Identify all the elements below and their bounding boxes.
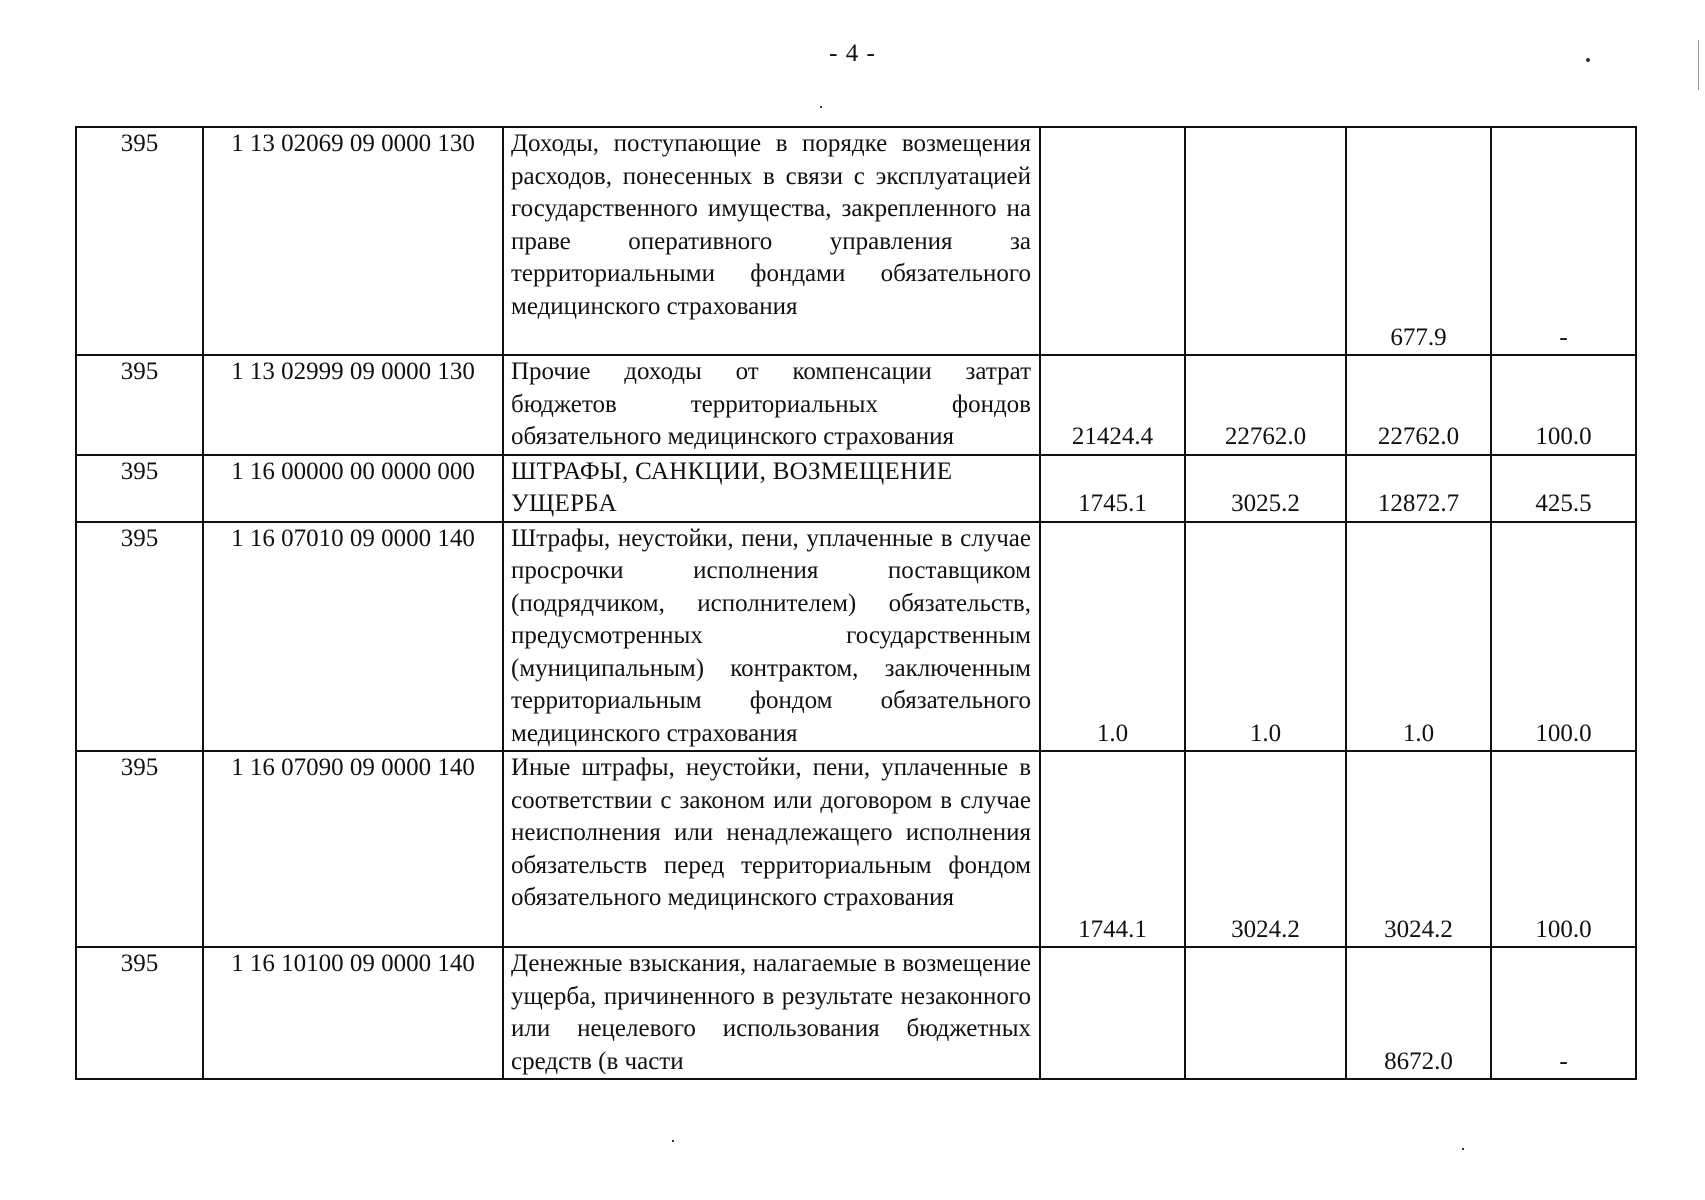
value-cell-2: 3024.2 <box>1185 751 1346 947</box>
value-cell-4: 425.5 <box>1491 455 1636 522</box>
income-name-cell: Штрафы, неустойки, пени, уплаченные в случае просрочки исполнения поставщиком (подрядчиком, исполнителем) обязательств, предусмотренных государственным (муниципальным) контрактом, заключенным территориальным фондом обязательного медицинского страхования <box>503 522 1040 752</box>
admin-code-cell: 395 <box>76 947 203 1079</box>
income-name-cell: Иные штрафы, неустойки, пени, уплаченные в соответствии с законом или договором в случае неисполнения или ненадлежащего исполнения обязательств перед территориальным фондом обязательного медицинского страхования <box>503 751 1040 947</box>
table-row <box>76 455 1636 522</box>
budget-code-cell: 1 13 02069 09 0000 130 <box>203 127 503 355</box>
table-row <box>76 355 1636 455</box>
admin-code-cell: 395 <box>76 127 203 355</box>
value-cell-3: 3024.2 <box>1346 751 1491 947</box>
income-name-cell: Денежные взыскания, налагаемые в возмещение ущерба, причиненного в результате незаконного или нецелевого использования бюджетных средств (в части <box>503 947 1040 1079</box>
table-row <box>76 947 1636 1079</box>
budget-code-cell: 1 16 10100 09 0000 140 <box>203 947 503 1079</box>
income-name-cell: Прочие доходы от компенсации затрат бюджетов территориальных фондов обязательного медицинского страхования <box>503 355 1040 455</box>
value-cell-2 <box>1185 127 1346 355</box>
admin-code-cell: 395 <box>76 751 203 947</box>
value-cell-1: 21424.4 <box>1040 355 1185 455</box>
value-cell-2 <box>1185 947 1346 1079</box>
value-cell-1 <box>1040 947 1185 1079</box>
value-cell-3: 12872.7 <box>1346 455 1491 522</box>
scan-speck <box>820 106 822 108</box>
table-row <box>76 522 1636 752</box>
budget-income-table <box>75 126 1637 1080</box>
budget-code-cell: 1 16 07010 09 0000 140 <box>203 522 503 752</box>
value-cell-3: 8672.0 <box>1346 947 1491 1079</box>
value-cell-3: 1.0 <box>1346 522 1491 752</box>
value-cell-3: 22762.0 <box>1346 355 1491 455</box>
value-cell-4: - <box>1491 127 1636 355</box>
scan-speck <box>672 1140 674 1142</box>
scan-speck <box>1586 58 1590 62</box>
value-cell-1: 1.0 <box>1040 522 1185 752</box>
scan-speck <box>1698 40 1699 90</box>
table-row <box>76 127 1636 355</box>
page-number: - 4 - <box>829 40 876 67</box>
value-cell-1 <box>1040 127 1185 355</box>
value-cell-4: 100.0 <box>1491 751 1636 947</box>
value-cell-2: 3025.2 <box>1185 455 1346 522</box>
budget-code-cell: 1 16 07090 09 0000 140 <box>203 751 503 947</box>
value-cell-2: 22762.0 <box>1185 355 1346 455</box>
value-cell-1: 1744.1 <box>1040 751 1185 947</box>
value-cell-4: 100.0 <box>1491 355 1636 455</box>
budget-code-cell: 1 13 02999 09 0000 130 <box>203 355 503 455</box>
table-row <box>76 751 1636 947</box>
value-cell-2: 1.0 <box>1185 522 1346 752</box>
value-cell-4: - <box>1491 947 1636 1079</box>
scan-speck <box>1462 1148 1464 1150</box>
value-cell-4: 100.0 <box>1491 522 1636 752</box>
budget-code-cell: 1 16 00000 00 0000 000 <box>203 455 503 522</box>
income-name-cell: Доходы, поступающие в порядке возмещения расходов, понесенных в связи с эксплуатацией государственного имущества, закрепленного на праве оперативного управления за территориальными фондами обязательного медицинского страхования <box>503 127 1040 355</box>
admin-code-cell: 395 <box>76 522 203 752</box>
income-name-cell: ШТРАФЫ, САНКЦИИ, ВОЗМЕЩЕНИЕ УЩЕРБА <box>503 455 1040 522</box>
admin-code-cell: 395 <box>76 455 203 522</box>
admin-code-cell: 395 <box>76 355 203 455</box>
value-cell-3: 677.9 <box>1346 127 1491 355</box>
value-cell-1: 1745.1 <box>1040 455 1185 522</box>
